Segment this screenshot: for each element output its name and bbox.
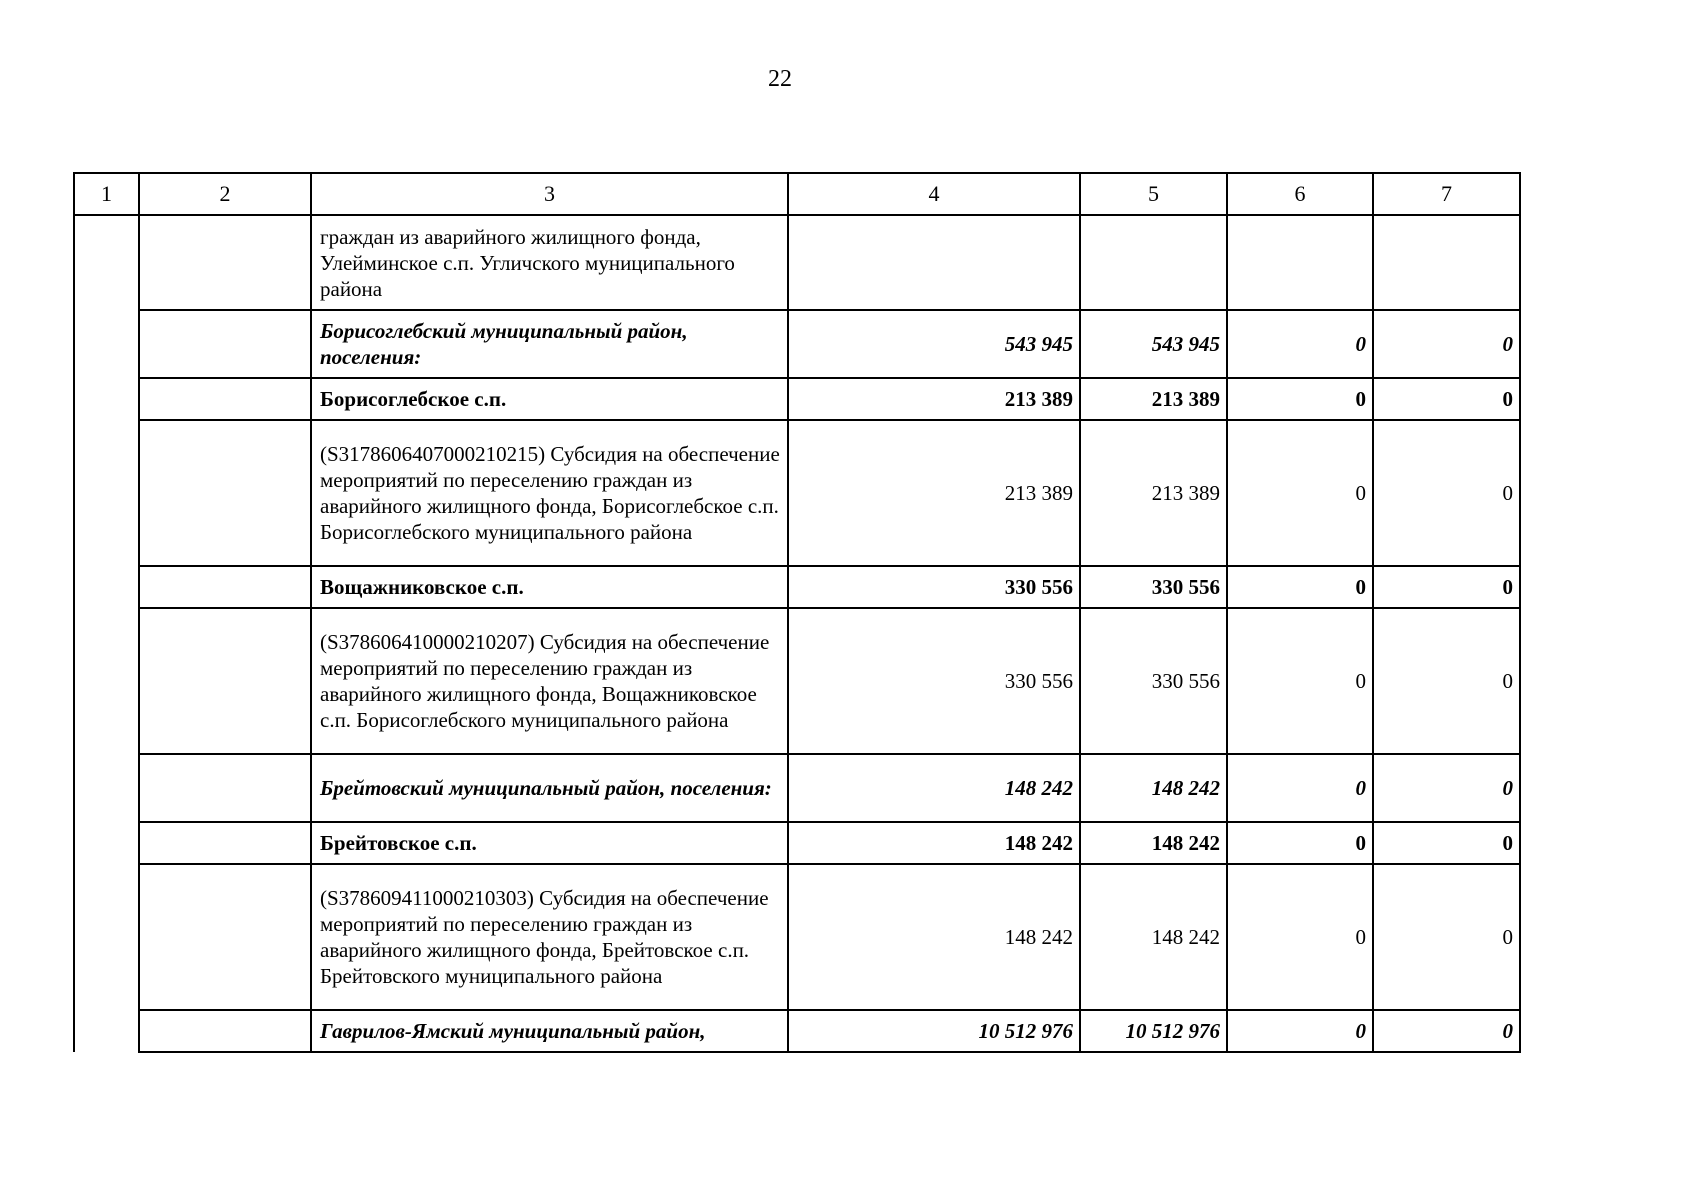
row-value-col5: 213 389: [1080, 420, 1227, 566]
row-value-col6: 0: [1227, 864, 1373, 1010]
column-header-1: 1: [74, 173, 139, 215]
table-row: [74, 310, 1520, 378]
row-description: (S3178606407000210215) Субсидия на обеспечение мероприятий по переселению граждан из аварийного жилищного фонда, Борисоглебское с.п. Борисоглебского муниципального района: [311, 420, 788, 566]
row-value-col4: 213 389: [788, 420, 1080, 566]
column-header-3: 3: [311, 173, 788, 215]
row-value-col6: 0: [1227, 1010, 1373, 1052]
column-header-7: 7: [1373, 173, 1520, 215]
table-row: [74, 566, 1520, 608]
row-value-col5: 10 512 976: [1080, 1010, 1227, 1052]
row-value-col7: 0: [1373, 608, 1520, 754]
table-row: [74, 608, 1520, 754]
row-value-col6: 0: [1227, 754, 1373, 822]
table-row: [74, 420, 1520, 566]
row-value-col6: 0: [1227, 378, 1373, 420]
row-value-col6: 0: [1227, 310, 1373, 378]
row-value-col5: 148 242: [1080, 754, 1227, 822]
row-value-col7: 0: [1373, 378, 1520, 420]
row-value-col7: 0: [1373, 822, 1520, 864]
column-header-6: 6: [1227, 173, 1373, 215]
row-value-col7: 0: [1373, 310, 1520, 378]
table-row: [74, 754, 1520, 822]
row-value-col5: [1080, 215, 1227, 310]
row-value-col6: 0: [1227, 420, 1373, 566]
row-value-col7: 0: [1373, 420, 1520, 566]
table-row: [74, 378, 1520, 420]
row-value-col5: 148 242: [1080, 822, 1227, 864]
row-description: (S378606410000210207) Субсидия на обеспечение мероприятий по переселению граждан из аварийного жилищного фонда, Вощажниковское с.п. Борисоглебского муниципального района: [311, 608, 788, 754]
row-description: Вощажниковское с.п.: [311, 566, 788, 608]
column-2-cell: [139, 608, 311, 754]
row-description: граждан из аварийного жилищного фонда, Улейминское с.п. Угличского муниципального района: [311, 215, 788, 310]
page-number: 22: [768, 66, 792, 92]
row-value-col4: 148 242: [788, 754, 1080, 822]
row-value-col4: 148 242: [788, 822, 1080, 864]
row-value-col4: 148 242: [788, 864, 1080, 1010]
table-row: [74, 864, 1520, 1010]
row-value-col4: 330 556: [788, 608, 1080, 754]
row-value-col4: 543 945: [788, 310, 1080, 378]
column-2-cell: [139, 215, 311, 310]
row-value-col5: 330 556: [1080, 566, 1227, 608]
row-value-col5: 213 389: [1080, 378, 1227, 420]
table-row: [74, 822, 1520, 864]
row-description: (S378609411000210303) Субсидия на обеспечение мероприятий по переселению граждан из аварийного жилищного фонда, Брейтовское с.п. Брейтовского муниципального района: [311, 864, 788, 1010]
row-value-col6: 0: [1227, 608, 1373, 754]
row-value-col7: 0: [1373, 864, 1520, 1010]
row-value-col5: 330 556: [1080, 608, 1227, 754]
row-value-col4: 330 556: [788, 566, 1080, 608]
column-header-5: 5: [1080, 173, 1227, 215]
column-2-cell: [139, 566, 311, 608]
column-2-cell: [139, 378, 311, 420]
column-header-4: 4: [788, 173, 1080, 215]
row-value-col7: 0: [1373, 566, 1520, 608]
row-description: Брейтовский муниципальный район, поселения:: [311, 754, 788, 822]
column-2-cell: [139, 420, 311, 566]
budget-table: [73, 172, 1521, 1053]
row-value-col5: 543 945: [1080, 310, 1227, 378]
column-2-cell: [139, 754, 311, 822]
row-description: Гаврилов-Ямский муниципальный район,: [311, 1010, 788, 1052]
table-header-row: [74, 173, 1520, 215]
row-value-col5: 148 242: [1080, 864, 1227, 1010]
table-row: [74, 215, 1520, 310]
column-2-cell: [139, 1010, 311, 1052]
row-value-col4: [788, 215, 1080, 310]
row-value-col7: 0: [1373, 754, 1520, 822]
row-value-col6: [1227, 215, 1373, 310]
row-value-col4: 10 512 976: [788, 1010, 1080, 1052]
row-description: Борисоглебское с.п.: [311, 378, 788, 420]
row-value-col7: 0: [1373, 1010, 1520, 1052]
row-value-col4: 213 389: [788, 378, 1080, 420]
column-2-cell: [139, 864, 311, 1010]
row-value-col6: 0: [1227, 566, 1373, 608]
column-2-cell: [139, 822, 311, 864]
table-row: [74, 1010, 1520, 1052]
column-2-cell: [139, 310, 311, 378]
column-1-cell: [74, 215, 139, 1052]
row-value-col7: [1373, 215, 1520, 310]
row-description: Брейтовское с.п.: [311, 822, 788, 864]
column-header-2: 2: [139, 173, 311, 215]
row-description: Борисоглебский муниципальный район, поселения:: [311, 310, 788, 378]
row-value-col6: 0: [1227, 822, 1373, 864]
